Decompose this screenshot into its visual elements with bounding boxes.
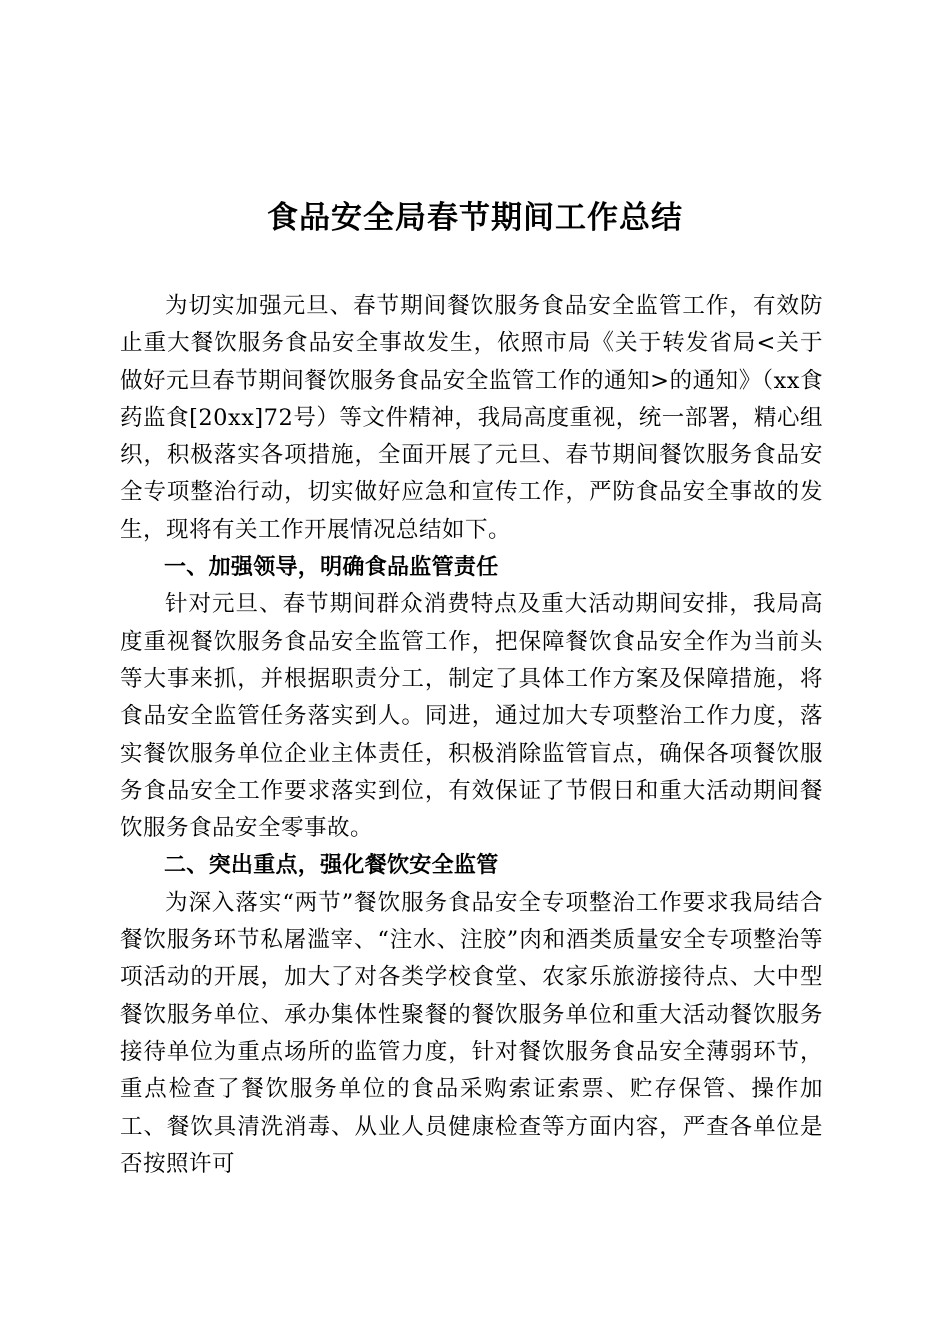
section-heading-2: 二、突出重点，强化餐饮安全监管 (164, 853, 499, 879)
document-title: 食品安全局春节期间工作总结 (267, 200, 683, 236)
section-1-paragraph: 针对元旦、春节期间群众消费特点及重大活动期间安排，我局高度重视餐饮服务食品安全监管工作，把保障餐饮食品安全作为当前头等大事来抓，并根据职责分工，制定了具体工作方案及保障措施，将食品安全监管任务落实到人。同进，通过加大专项整治工作力度，落实餐饮服务单位企业主体责任，积极消除监管盲点，确保各项餐饮服务食品安全工作要求落实到位，有效保证了节假日和重大活动期间餐饮服务食品安全零事故。 (120, 591, 823, 842)
section-heading-1: 一、加强领导，明确食品监管责任 (164, 555, 499, 581)
section-2-paragraph: 为深入落实“两节”餐饮服务食品安全专项整治工作要求我局结合餐饮服务环节私屠滥宰、“注水、注胶”肉和酒类质量安全专项整治等项活动的开展，加大了对各类学校食堂、农家乐旅游接待点、大中型餐饮服务单位、承办集体性聚餐的餐饮服务单位和重大活动餐饮服务接待单位为重点场所的监管力度，针对餐饮服务食品安全薄弱环节，重点检查了餐饮服务单位的食品采购索证索票、贮存保管、操作加工、餐饮具清洗消毒、从业人员健康检查等方面内容，严查各单位是否按照许可 (120, 889, 823, 1177)
intro-paragraph: 为切实加强元旦、春节期间餐饮服务食品安全监管工作，有效防止重大餐饮服务食品安全事故发生，依照市局《关于转发省局<关于做好元旦春节期间餐饮服务食品安全监管工作的通知>的通知》（xx食药监食[20xx]72号）等文件精神，我局高度重视，统一部署，精心组织，积极落实各项措施，全面开展了元旦、春节期间餐饮服务食品安全专项整治行动，切实做好应急和宣传工作，严防食品安全事故的发生，现将有关工作开展情况总结如下。 (120, 293, 823, 543)
document-body (120, 288, 823, 1183)
